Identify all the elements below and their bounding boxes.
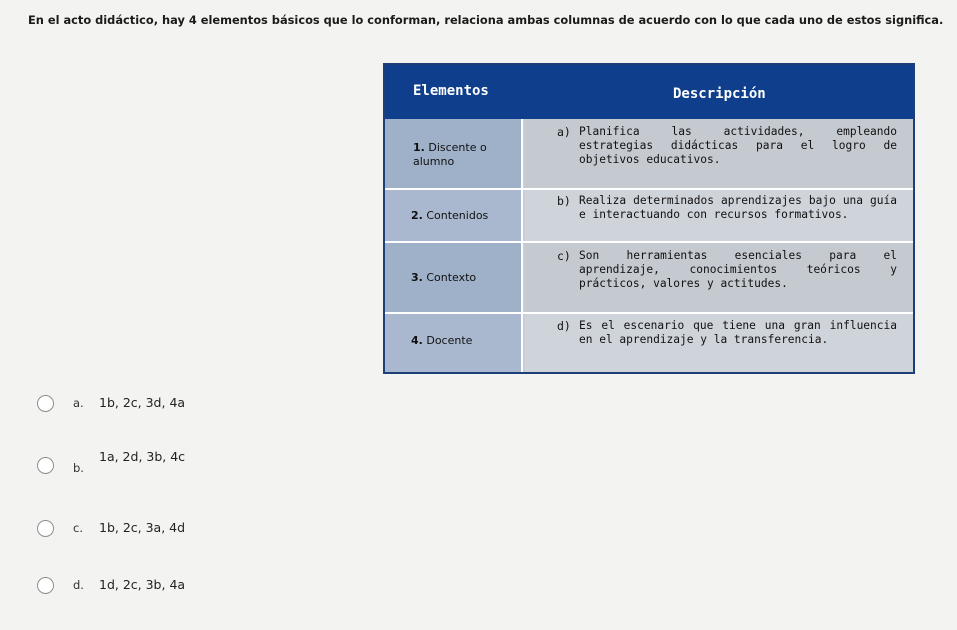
description-cell [525, 243, 913, 313]
header-elements: Elementos [413, 83, 489, 99]
table-row [385, 243, 913, 313]
element-cell [385, 119, 523, 189]
option-text[interactable]: 1b, 2c, 3d, 4a [99, 395, 186, 410]
element-label: Discente o alumno [413, 141, 487, 168]
table-row [385, 119, 913, 189]
element-label: Docente [426, 334, 473, 347]
option-b[interactable] [37, 449, 337, 478]
description-text: Planifica las actividades, empleando estrategias didácticas para el logro de objetivos educativos. [579, 125, 897, 166]
description-cell [525, 314, 913, 372]
description-text: Es el escenario que tiene una gran influencia en el aprendizaje y la transferencia. [579, 319, 897, 346]
radio-button[interactable] [37, 395, 54, 412]
radio-button[interactable] [37, 520, 54, 537]
option-letter: b. [73, 461, 84, 475]
description-text: Realiza determinados aprendizajes bajo una guía e interactuando con recursos formativos. [579, 194, 897, 221]
element-cell [385, 243, 523, 313]
element-cell [385, 190, 523, 242]
description-cell [525, 119, 913, 189]
option-text[interactable]: 1a, 2d, 3b, 4c [99, 449, 186, 464]
description-letter: c) [557, 249, 571, 263]
element-cell [385, 314, 523, 372]
option-letter: c. [73, 521, 83, 535]
element-number: 1. [413, 141, 425, 154]
radio-button[interactable] [37, 577, 54, 594]
description-cell [525, 190, 913, 242]
description-text: Son herramientas esenciales para el aprendizaje, conocimientos teóricos y prácticos, valores y actitudes. [579, 249, 897, 290]
element-label: Contexto [426, 271, 477, 284]
question-text: En el acto didáctico, hay 4 elementos básicos que lo conforman, relaciona ambas columnas de acuerdo con lo que cada uno de estos significa. [28, 13, 944, 27]
table-row [385, 314, 913, 372]
element-number: 2. [411, 209, 423, 222]
option-text[interactable]: 1b, 2c, 3a, 4d [99, 520, 186, 535]
option-d[interactable] [37, 576, 337, 598]
option-a[interactable] [37, 394, 337, 416]
description-letter: d) [557, 319, 571, 333]
description-letter: a) [557, 125, 571, 139]
element-number: 3. [411, 271, 423, 284]
option-letter: a. [73, 396, 84, 410]
element-number: 4. [411, 334, 423, 347]
option-c[interactable] [37, 519, 337, 541]
description-letter: b) [557, 194, 571, 208]
table-header [385, 65, 913, 119]
option-text[interactable]: 1d, 2c, 3b, 4a [99, 577, 186, 592]
matching-table [383, 63, 915, 374]
table-row [385, 190, 913, 242]
header-description: Descripción [673, 86, 766, 102]
element-label: Contenidos [426, 209, 489, 222]
option-letter: d. [73, 578, 84, 592]
radio-button[interactable] [37, 457, 54, 474]
